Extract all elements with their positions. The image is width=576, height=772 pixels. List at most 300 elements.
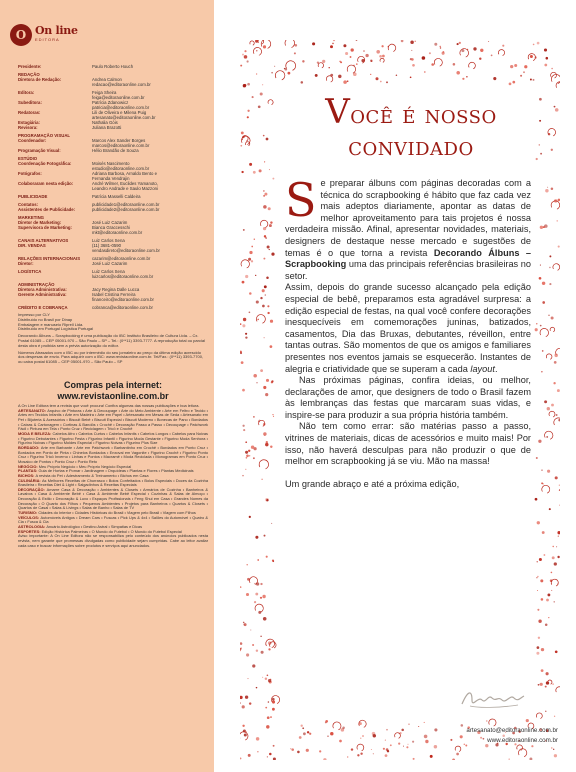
staff-role: MARKETING — [18, 215, 45, 220]
lace-speck — [287, 72, 290, 75]
lace-swirl — [240, 732, 248, 740]
staff-row — [18, 297, 208, 302]
staff-section — [18, 238, 208, 253]
lace-speck — [350, 56, 352, 58]
lace-speck — [555, 650, 558, 653]
lace-speck — [473, 47, 476, 50]
lace-speck — [459, 42, 461, 44]
lace-speck — [269, 753, 272, 756]
staff-section — [18, 133, 208, 153]
lace-speck — [274, 66, 275, 67]
lace-speck — [480, 49, 483, 52]
lace-speck — [430, 755, 433, 758]
lace-speck — [249, 251, 252, 254]
lace-speck — [556, 414, 558, 416]
staff-name: artesanato@editoraonline.com.br — [92, 115, 156, 120]
lace-speck — [332, 43, 334, 45]
staff-name: vendasdireto@editoraonline.com.br — [92, 248, 160, 253]
staff-name: Nathalia Góis — [92, 120, 118, 125]
catalog-category: ASTROLOGIA: — [18, 524, 47, 530]
staff-row — [18, 261, 208, 266]
lace-speck — [411, 58, 414, 61]
lace-speck — [535, 328, 538, 331]
paragraph-4: Não tem como errar: são matérias passo a passo, vitrines de materiais, dicas de acessórios e muito mais! Por isso, não haverá desculpas para não produzir o que de melhor em scrapbooking já se viu. Mão na massa! — [285, 421, 531, 467]
lace-swirl — [250, 41, 254, 45]
lace-speck — [243, 429, 245, 431]
back-issues-note: Números Atrasados com o IBC ou por intermédio do seu jornaleiro ao preço da última edição acrescido dos despesas de envio. Para adquirir com o IBC: www.revistaonline.com.br. Tel/Fax.: (0**11) 3393-7700, ou caixa postal 61085 – CEP 05001-970 – São Paulo – SP — [18, 349, 204, 365]
lace-speck — [539, 98, 542, 101]
lace-speck — [246, 564, 247, 565]
staff-name: Feiga Sheira — [92, 90, 117, 95]
lace-speck — [269, 224, 272, 227]
catalog-entry — [18, 446, 208, 465]
lace-speck — [434, 43, 437, 46]
staff-name: Jacy Regina Dalle Lucca — [92, 287, 140, 292]
lace-speck — [440, 47, 441, 48]
lace-speck — [538, 637, 540, 639]
lace-speck — [541, 371, 542, 372]
staff-name: Patrícia Masselli Caldeira — [92, 194, 141, 199]
staff-role: ADMINISTRAÇÃO — [18, 282, 55, 287]
lace-speck — [268, 679, 271, 682]
lace-speck — [269, 169, 270, 170]
lace-speck — [535, 498, 538, 501]
staff-name: publicidade1@editoraonline.com.br — [92, 202, 160, 207]
lace-speck — [319, 750, 321, 752]
lace-speck — [249, 455, 251, 457]
staff-role: Contatos: — [18, 202, 39, 207]
lace-swirl — [253, 47, 261, 55]
staff-role: DIR. VENDAS — [18, 243, 46, 248]
lace-swirl — [540, 328, 549, 336]
lace-speck — [299, 736, 302, 739]
lace-speck — [351, 48, 354, 51]
staff-name: Luiz Carlos Sena — [92, 238, 125, 243]
lace-speck — [434, 728, 437, 731]
lace-swirl — [260, 220, 267, 227]
lace-speck — [557, 556, 559, 558]
staff-section — [18, 256, 208, 266]
staff-row — [18, 305, 208, 310]
lace-speck — [456, 753, 459, 756]
catalog-items: Meu Próprio Negócio • Meu Próprio Negócio Especial — [38, 463, 132, 469]
lace-speck — [412, 741, 414, 743]
lace-speck — [245, 441, 247, 443]
lace-speck — [266, 725, 269, 728]
lace-speck — [240, 65, 242, 67]
catalog-items: Cidades do Interior • Cidades Históricas do Brasil • Viagem pelo Brasil • Viagem com Filhos — [38, 510, 196, 516]
lace-speck — [247, 678, 248, 679]
lace-speck — [271, 253, 274, 256]
lace-speck — [547, 187, 548, 188]
publication-catalog — [18, 404, 208, 548]
lace-speck — [263, 195, 265, 197]
printing-line: Distribuído em Portugal Logística Portugal — [18, 326, 93, 332]
lace-speck — [249, 516, 251, 518]
lace-speck — [249, 311, 251, 313]
lace-speck — [260, 297, 262, 299]
lace-speck — [242, 281, 245, 284]
lace-swirl — [268, 100, 273, 105]
lace-speck — [240, 323, 241, 325]
lace-speck — [251, 246, 253, 248]
lace-speck — [259, 169, 262, 172]
lace-speck — [271, 380, 273, 382]
lace-speck — [425, 740, 428, 743]
lace-speck — [263, 617, 267, 621]
lace-speck — [465, 745, 467, 747]
lace-speck — [347, 80, 349, 82]
lace-speck — [547, 407, 550, 410]
lace-speck — [541, 648, 544, 651]
lace-speck — [390, 744, 392, 746]
lace-speck — [309, 733, 311, 735]
lace-speck — [544, 64, 547, 67]
lace-speck — [258, 105, 261, 108]
lace-speck — [539, 144, 541, 146]
staff-name: patricia@editoraonline.com.br — [92, 105, 150, 110]
lace-speck — [248, 450, 250, 452]
lace-speck — [249, 163, 252, 166]
staff-row — [18, 230, 208, 235]
lace-speck — [272, 414, 273, 415]
lace-speck — [386, 81, 388, 83]
lace-speck — [411, 50, 412, 51]
lace-swirl — [489, 719, 496, 726]
lace-speck — [558, 246, 560, 248]
lace-speck — [339, 61, 341, 63]
staff-section — [18, 282, 208, 302]
lace-speck — [347, 756, 348, 757]
lace-speck — [536, 577, 537, 578]
lace-speck — [531, 745, 533, 747]
catalog-category: TURISMO: — [18, 510, 39, 516]
staff-section — [18, 202, 208, 212]
lace-speck — [431, 63, 434, 66]
lace-speck — [266, 556, 268, 558]
lace-speck — [491, 55, 493, 57]
staff-role: Estagiária: — [18, 120, 40, 125]
lace-speck — [502, 45, 504, 47]
lace-speck — [267, 305, 269, 307]
lace-speck — [530, 79, 532, 81]
lace-speck — [260, 92, 263, 95]
catalog-category: VEÍCULOS: — [18, 514, 41, 520]
lace-swirl — [318, 63, 323, 68]
lace-speck — [398, 743, 400, 745]
lace-swirl — [434, 58, 442, 66]
lace-speck — [327, 736, 328, 737]
lace-swirl — [546, 354, 552, 359]
logo-name: On line — [35, 24, 78, 37]
lace-speck — [256, 73, 257, 74]
lace-speck — [242, 389, 245, 392]
lace-speck — [546, 57, 549, 60]
lace-speck — [439, 46, 440, 47]
lace-speck — [241, 131, 244, 134]
lace-speck — [362, 735, 364, 737]
lace-speck — [541, 482, 543, 484]
lace-speck — [551, 572, 553, 574]
lace-speck — [266, 441, 268, 443]
lace-speck — [422, 56, 426, 60]
lace-speck — [240, 696, 243, 699]
lace-speck — [382, 55, 385, 58]
lace-speck — [245, 275, 248, 278]
lace-speck — [556, 546, 557, 547]
staff-role: Presidente: — [18, 64, 42, 69]
staff-name: feiga@editoraonline.com.br — [92, 95, 145, 100]
editorial-website[interactable]: www.editoraonline.com.br — [487, 737, 558, 744]
paragraph-1: Se preparar álbuns com páginas decoradas com a técnica do scrapbooking é hábito que faz cada vez mais adeptos diariamente, apontar as datas de melhor aproveitamento para tais projetos é nossa verdadeira missão. Afinal, apresentar novidades, materiais, designers de destaque nesse mercado e sugestões de temas é o que torna a revista Decorando Álbuns – Scrapbooking uma das principais referências brasileiras no setor. — [285, 173, 531, 281]
lace-speck — [302, 60, 304, 62]
lace-speck — [553, 749, 554, 750]
staff-row — [18, 248, 208, 253]
staff-role: PROGRAMAÇÃO VISUAL — [18, 133, 71, 138]
lace-speck — [330, 45, 333, 48]
lace-speck — [524, 65, 527, 68]
lace-speck — [536, 457, 538, 459]
lace-speck — [385, 740, 386, 741]
lace-swirl — [246, 142, 250, 146]
staff-role: Supervisora de Marketing: — [18, 225, 72, 230]
staff-role: RELAÇÕES INTERNACIONAIS — [18, 256, 81, 261]
lace-speck — [264, 337, 265, 338]
lace-swirl — [498, 50, 504, 56]
lace-speck — [260, 636, 261, 637]
title-line-1: Você é nosso — [325, 92, 497, 132]
lace-speck — [370, 59, 372, 61]
masthead-sidebar — [0, 0, 214, 772]
lace-speck — [260, 369, 263, 372]
staff-name: Adriana Barbosa, Arnaldo Bento e — [92, 171, 157, 176]
lace-speck — [540, 325, 542, 327]
staff-name: cobranca@editoraonline.com.br — [92, 305, 153, 310]
staff-role — [18, 186, 92, 191]
staff-section — [18, 90, 208, 130]
lace-speck — [452, 758, 455, 760]
lace-speck — [260, 583, 262, 585]
lace-speck — [256, 737, 259, 740]
staff-row — [18, 194, 208, 199]
lace-speck — [253, 416, 255, 418]
lace-speck — [557, 389, 560, 392]
staff-name: estudio@editoraonline.com.br — [92, 166, 150, 171]
lace-speck — [249, 292, 252, 295]
staff-name: André Wilmer, Euclides Yamanoto, — [92, 181, 158, 186]
catalog-category: ESPORTES: — [18, 528, 42, 534]
lace-speck — [245, 696, 248, 699]
staff-role: PUBLICIDADE — [18, 194, 48, 199]
paragraph-3: Nas próximas páginas, confira ideias, ou melhor, declarações de amor, que designers de todo o Brasil fazem às lembranças das festas que marcaram suas vidas, e inspire-se para produzir a sua própria história também. — [285, 375, 531, 420]
lace-speck — [537, 576, 539, 578]
lace-speck — [270, 716, 272, 718]
lace-speck — [323, 758, 326, 760]
logo-subtitle: EDITORA — [35, 37, 60, 42]
lace-speck — [539, 277, 542, 280]
lace-speck — [240, 586, 241, 588]
lace-speck — [246, 454, 249, 457]
catalog-items: Arquivo de Pinturas • Arte & Decoupage • Arte do Meio Ambiente • Arte em Feltro e Tecido • Artes em Tecidos Infantis • Arte em Madeira • Arte em Papel • Artesanato em Mesas de Seda • Artesanato em Pet • Bijuteria & Acessórios • Biscuit Bebê • Biscuit Especial • Biscuit Moderno • Bonecas de Pano • Bordados • Caixas & Cartonagem • Cortinas & Bandôs • Crochê • Decoração Passo a Passo • Decoupage • Patchwork Fácil • Pintura em Tela • Ponto Cruz • Reciclagem • Tricô e Crochê — [18, 407, 208, 432]
staff-section — [18, 72, 208, 87]
lace-speck — [526, 719, 529, 722]
lace-speck — [267, 312, 269, 314]
staff-name: Isabel Cristina Ferreira — [92, 292, 136, 297]
lace-speck — [271, 72, 273, 74]
lace-speck — [508, 758, 510, 760]
lace-speck — [254, 238, 255, 239]
lace-speck — [493, 77, 496, 80]
catalog-items: Amarre Casa & Decoração • Ambientes & Closets • Armários de Cozinha • Banheiros & Lavabos • Casa & Ambiente Bebê • Casa & Ambiente Bebê Especial • Cozinhas & Salas de Almoço • Decoração & Estilo • Decoração & Luxo • Espaços Profissionais • Feng Shui em Casa • Grandes Nomes da Decoração • O Quarto dos Filhos • Pequenos Ambientes • Projetos para Banheiros • Quartos & Closets • Quartos de Casal • Salas & Livings • Salas de Banho • Salas de TV — [18, 486, 208, 511]
lace-speck — [401, 729, 404, 732]
catalog-category: ARTESANATO: — [18, 407, 48, 413]
lace-speck — [540, 265, 541, 266]
catalog-items: Cabelos Afro • Cabelos Curtos • Cabelos Infantis • Cabelos Longos • Cabelos para Noivas • Figurino Debutantes • Figurino Festa • Figurino Infantil • Figurino Moda Gestante • Figurino Moda Senhora • Figurino Noivas • Figurino Moldes Especial • Figurino Noivas • Figurino Plus Size — [18, 430, 208, 446]
staff-role: Redatoras: — [18, 110, 41, 115]
lace-speck — [256, 300, 259, 303]
lace-speck — [330, 732, 333, 735]
lace-speck — [306, 749, 309, 752]
lace-speck — [370, 74, 371, 75]
lace-speck — [537, 521, 540, 524]
lace-speck — [552, 683, 554, 685]
lace-speck — [256, 649, 258, 651]
lace-speck — [242, 475, 244, 477]
lace-speck — [262, 677, 263, 678]
lace-swirl — [333, 722, 341, 730]
staff-name: Juliana Brazotti — [92, 125, 122, 130]
catalog-category: CULINÁRIA: — [18, 477, 42, 483]
lace-speck — [546, 599, 549, 602]
lace-speck — [270, 221, 272, 223]
staff-role: Diretor: — [18, 261, 34, 266]
lace-speck — [245, 469, 246, 470]
lace-speck — [413, 758, 415, 760]
staff-row — [18, 207, 208, 212]
lace-speck — [537, 590, 538, 591]
lace-speck — [240, 145, 242, 147]
lace-speck — [272, 708, 275, 711]
lace-speck — [410, 76, 412, 78]
lace-speck — [554, 106, 556, 108]
lace-swirl — [357, 744, 364, 751]
staff-name: Andrea Calmon — [92, 77, 122, 82]
shop-url[interactable]: www.revistaonline.com.br — [57, 391, 169, 401]
lace-speck — [272, 700, 275, 703]
catalog-category: PLANTAS: — [18, 468, 39, 474]
lace-speck — [548, 617, 549, 618]
catalog-category: NEGÓCIO: — [18, 463, 39, 469]
editorial-email[interactable]: artesanato@editoraonline.com.br — [466, 727, 558, 734]
lace-speck — [342, 727, 345, 730]
lace-speck — [542, 301, 545, 304]
lace-speck — [485, 744, 488, 747]
staff-name: luizcarlos@editoraonline.com.br — [92, 274, 154, 279]
lace-speck — [294, 52, 296, 54]
lace-speck — [554, 562, 557, 565]
staff-name: Moisés Nascimento — [92, 161, 130, 166]
staff-section — [18, 305, 208, 310]
lace-speck — [312, 42, 315, 45]
lace-speck — [514, 64, 517, 67]
lace-speck — [301, 725, 303, 727]
lace-speck — [263, 45, 266, 48]
lace-speck — [246, 593, 249, 596]
lace-speck — [272, 178, 274, 180]
lace-speck — [256, 382, 257, 383]
staff-role: Editora: — [18, 90, 35, 95]
lace-speck — [546, 672, 549, 675]
lace-speck — [360, 753, 362, 755]
staff-role: Fotógrafos: — [18, 171, 42, 176]
staff-role: CANAIS ALTERNATIVOS — [18, 238, 69, 243]
lace-speck — [546, 436, 548, 438]
lace-speck — [537, 646, 540, 649]
catalog-category: BICHOS: — [18, 472, 36, 478]
lace-speck — [243, 84, 246, 87]
lace-speck — [268, 207, 271, 210]
lace-swirl — [388, 44, 396, 51]
lace-speck — [380, 81, 382, 83]
lace-speck — [537, 561, 538, 562]
lace-swirl — [553, 264, 560, 271]
staff-role: LOGÍSTICA — [18, 269, 42, 274]
lace-speck — [248, 258, 251, 261]
lace-speck — [537, 42, 540, 45]
staff-name: cazarim@editoraonline.com.br — [92, 256, 151, 261]
lace-swirl — [347, 65, 355, 73]
lace-speck — [410, 40, 414, 44]
lace-speck — [247, 110, 249, 112]
lace-speck — [256, 687, 258, 689]
lace-speck — [541, 598, 544, 601]
lace-speck — [263, 258, 265, 260]
lace-speck — [538, 684, 540, 686]
lace-speck — [486, 720, 487, 721]
lace-speck — [255, 536, 258, 539]
magazine-name: Decorando Álbuns – Scrapbooking — [285, 247, 531, 270]
lace-speck — [244, 733, 247, 736]
lace-speck — [269, 249, 270, 250]
lace-speck — [268, 648, 270, 650]
lace-speck — [356, 63, 358, 65]
lace-swirl — [249, 577, 257, 585]
staff-name: Leandro Andrade e Saulo Mazzoni — [92, 186, 158, 191]
lace-speck — [255, 593, 258, 596]
lace-speck — [540, 153, 542, 155]
title-line-2: convidado — [348, 132, 474, 162]
lace-speck — [529, 758, 532, 760]
lace-speck — [265, 443, 268, 446]
lace-speck — [245, 451, 248, 454]
lace-speck — [343, 44, 346, 47]
lace-speck — [547, 470, 550, 473]
lace-speck — [401, 40, 404, 42]
staff-name: (11) 3681-0590 — [92, 243, 122, 248]
lace-speck — [273, 416, 274, 417]
lace-speck — [360, 738, 361, 739]
lace-speck — [551, 747, 552, 748]
lace-speck — [315, 74, 318, 77]
staff-role — [18, 230, 92, 235]
lace-speck — [263, 386, 266, 389]
lace-speck — [257, 751, 258, 752]
lace-speck — [266, 499, 268, 501]
lace-speck — [266, 379, 269, 382]
lace-speck — [551, 188, 554, 191]
lace-speck — [386, 729, 388, 731]
staff-role: Subeditora: — [18, 100, 42, 105]
